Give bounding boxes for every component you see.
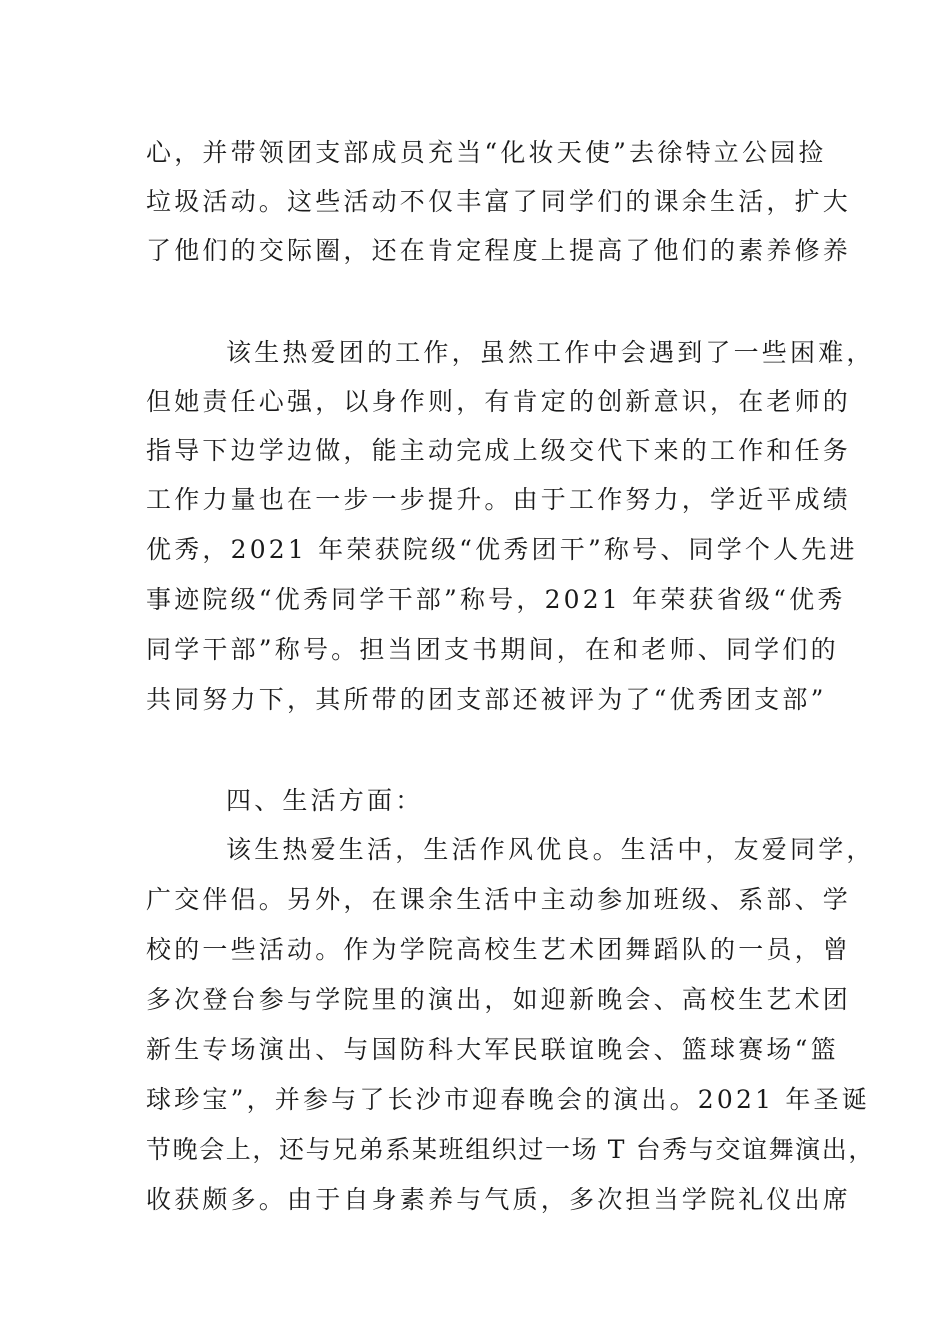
paragraph-line: 垃圾活动。这些活动不仅丰富了同学们的课余生活，扩大 bbox=[146, 187, 852, 216]
paragraph-line: 事迹院级“优秀同学干部”称号，2021 年荣获省级“优秀 bbox=[146, 585, 846, 614]
paragraph-line: 共同努力下，其所带的团支部还被评为了“优秀团支部” bbox=[146, 685, 827, 714]
paragraph-line: 心，并带领团支部成员充当“化妆天使”去徐特立公园捡 bbox=[146, 138, 827, 167]
paragraph-line: 优秀，2021 年荣获院级“优秀团干”称号、同学个人先进 bbox=[146, 535, 858, 564]
paragraph-line: 同学干部”称号。担当团支书期间，在和老师、同学们的 bbox=[146, 635, 839, 664]
section-heading: 四、生活方面： bbox=[226, 786, 424, 815]
paragraph-line: 收获颇多。由于自身素养与气质，多次担当学院礼仪出席 bbox=[146, 1185, 852, 1214]
paragraph-line: 球珍宝”，并参与了长沙市迎春晚会的演出。2021 年圣诞 bbox=[146, 1085, 870, 1114]
paragraph-line: 该生热爱生活，生活作风优良。生活中，友爱同学， bbox=[226, 835, 875, 864]
paragraph-line: 新生专场演出、与国防科大军民联谊晚会、篮球赛场“篮 bbox=[146, 1035, 839, 1064]
paragraph-line: 校的一些活动。作为学院高校生艺术团舞蹈队的一员，曾 bbox=[146, 935, 852, 964]
paragraph-line: 节晚会上，还与兄弟系某班组织过一场 T 台秀与交谊舞演出， bbox=[146, 1135, 875, 1164]
paragraph-line: 多次登台参与学院里的演出，如迎新晚会、高校生艺术团 bbox=[146, 985, 852, 1014]
paragraph-line: 该生热爱团的工作，虽然工作中会遇到了一些困难， bbox=[226, 338, 875, 367]
paragraph-line: 广交伴侣。另外，在课余生活中主动参加班级、系部、学 bbox=[146, 885, 852, 914]
paragraph-line: 了他们的交际圈，还在肯定程度上提高了他们的素养修养 bbox=[146, 236, 852, 265]
paragraph-line: 工作力量也在一步一步提升。由于工作努力，学近平成绩 bbox=[146, 485, 852, 514]
paragraph-line: 指导下边学边做，能主动完成上级交代下来的工作和任务 bbox=[146, 436, 852, 465]
paragraph-line: 但她责任心强，以身作则，有肯定的创新意识，在老师的 bbox=[146, 387, 852, 416]
